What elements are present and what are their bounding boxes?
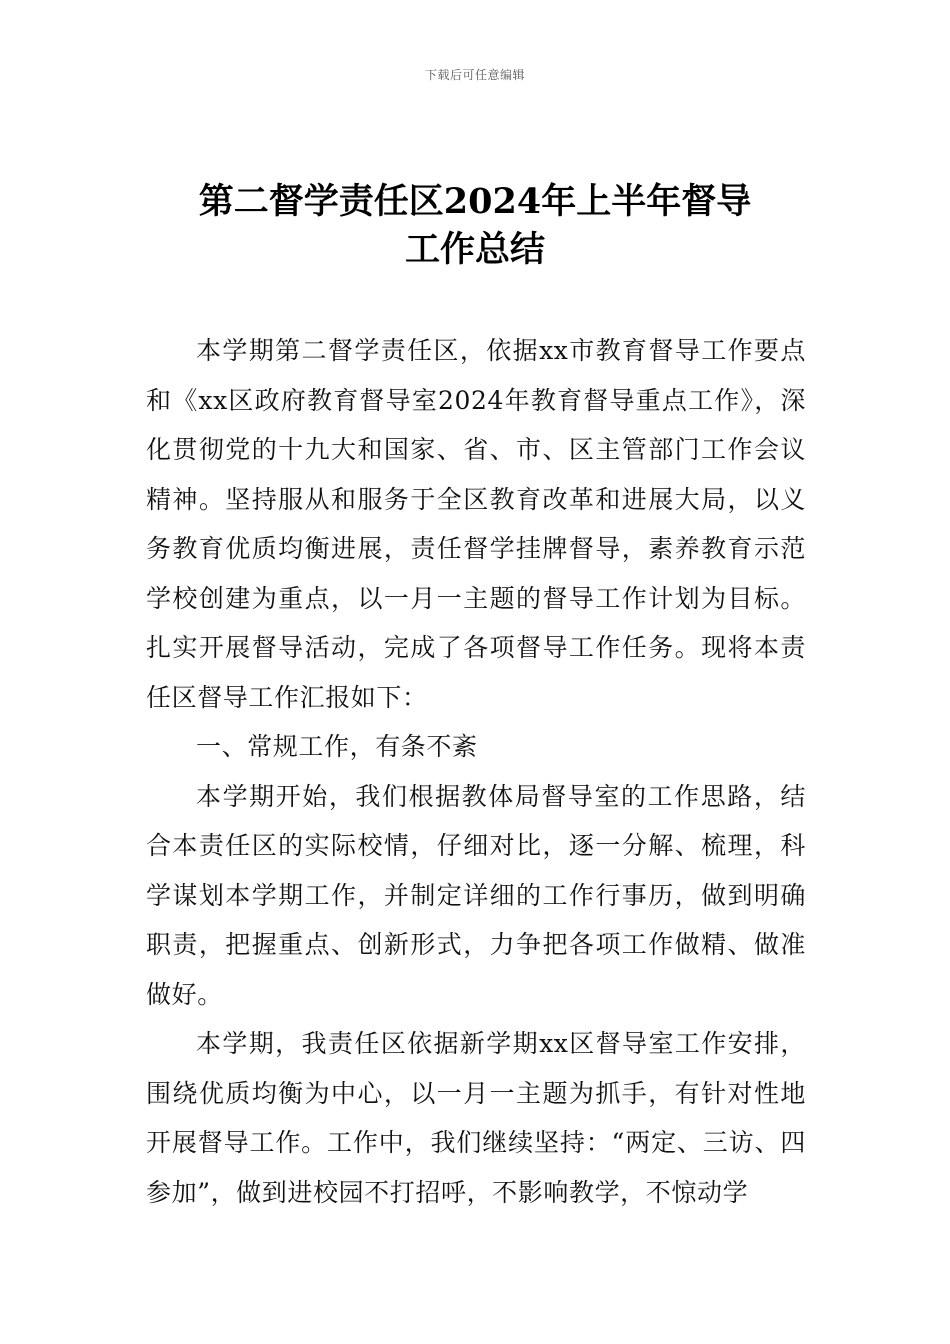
document-body [146, 326, 806, 1217]
document-title [0, 178, 950, 274]
paragraph-semester-plan: 本学期，我责任区依据新学期xx区督导室工作安排，围绕优质均衡为中心，以一月一主题为抓手，有针对性地开展督导工作。工作中，我们继续坚持：“两定、三访、四参加”，做到进校园不打招呼，不影响教学，不惊动学 [146, 1029, 806, 1207]
title-line-2: 工作总结 [404, 229, 545, 270]
title-line-1: 第二督学责任区2024年上半年督导 [198, 181, 752, 222]
paragraph-routine-work: 本学期开始，我们根据教体局督导室的工作思路，结合本责任区的实际校情，仔细对比，逐一分解、梳理，科学谋划本学期工作，并制定详细的工作行事历，做到明确职责，把握重点、创新形式，力争把各项工作做精、做准做好。 [146, 781, 806, 1009]
header-note: 下载后可任意编辑 [424, 68, 525, 82]
section-heading-1: 一、常规工作，有条不紊 [196, 732, 478, 761]
paragraph-intro: 本学期第二督学责任区，依据xx市教育督导工作要点和《xx区政府教育督导室2024年教育督导重点工作》，深化贯彻党的十九大和国家、省、市、区主管部门工作会议精神。坚持服从和服务于全区教育改革和进展大局，以义务教育优质均衡进展，责任督学挂牌督导，素养教育示范学校创建为重点，以一月一主题的督导工作计划为目标。扎实开展督导活动，完成了各项督导工作任务。现将本责任区督导工作汇报如下： [146, 336, 806, 712]
